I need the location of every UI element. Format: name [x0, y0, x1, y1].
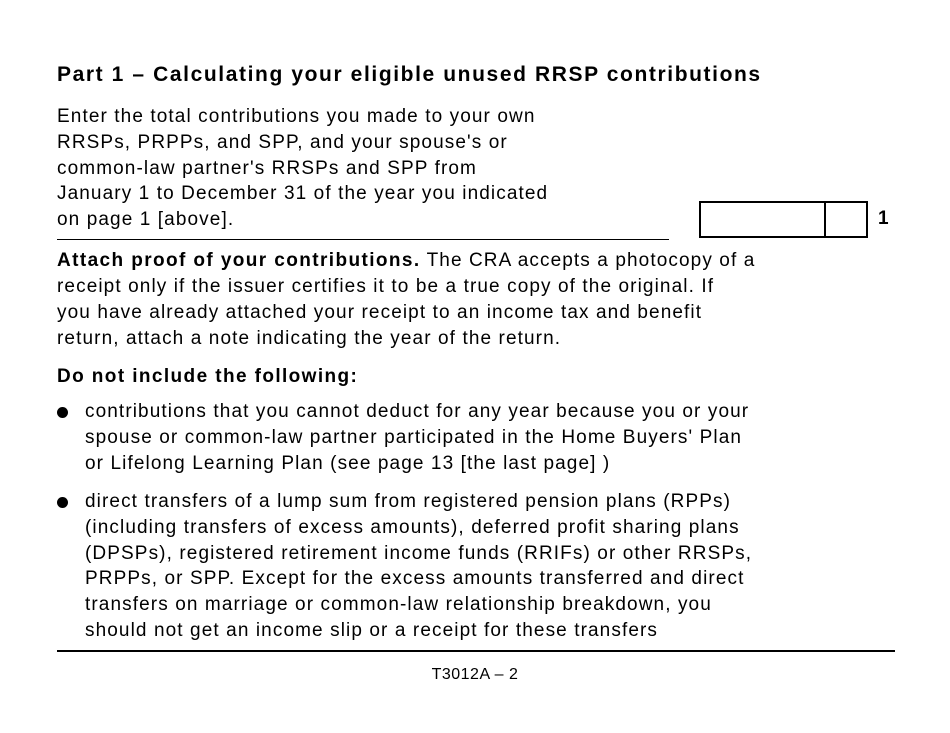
list-item-text — [85, 399, 749, 476]
list-item-line: direct transfers of a lump sum from registered pension plans (RPPs) — [85, 491, 732, 512]
line-number: 1 — [878, 208, 889, 229]
proof-line: return, attach a note indicating the year of the return. — [57, 328, 562, 349]
proof-line: you have already attached your receipt to an income tax and benefit — [57, 302, 703, 323]
instruction-line: common-law partner's RRSPs and SPP from — [57, 157, 477, 179]
bullet-icon — [57, 497, 68, 508]
exclusions-heading: Do not include the following: — [57, 366, 359, 387]
contributions-cents-field[interactable] — [824, 201, 868, 238]
proof-line — [57, 248, 897, 274]
proof-line: receipt only if the issuer certifies it to be a true copy of the original. If — [57, 276, 715, 297]
instruction-line: Enter the total contributions you made to your own — [57, 106, 536, 127]
list-item-line: (DPSPs), registered retirement income funds (RRIFs) or other RRSPs, — [85, 542, 753, 564]
footer-divider — [57, 650, 895, 652]
list-item-line: PRPPs, or SPP. Except for the excess amounts transferred and direct — [85, 568, 745, 590]
list-item-line: (including transfers of excess amounts), deferred profit sharing plans — [85, 516, 740, 538]
bullet-icon — [57, 407, 68, 418]
section-heading: Part 1 – Calculating your eligible unused RRSP contributions — [57, 63, 762, 86]
contributions-amount-field[interactable] — [699, 201, 824, 238]
page-footer: T3012A – 2 — [431, 666, 519, 683]
list-item-line: spouse or common-law partner participated in the Home Buyers' Plan — [85, 426, 743, 448]
list-item-line: contributions that you cannot deduct for any year because you or your — [85, 401, 750, 422]
instruction-line: RRSPs, PRPPs, and SPP, and your spouse's or — [57, 131, 508, 153]
proof-paragraph — [57, 248, 897, 352]
instruction-line: on page 1 [above]. — [57, 209, 235, 231]
instruction-line: January 1 to December 31 of the year you indicated — [57, 183, 549, 205]
list-item-line: should not get an income slip or a receipt for these transfers — [85, 619, 659, 641]
line-1-instructions — [57, 104, 677, 233]
list-item-text — [85, 489, 752, 644]
proof-line-rest: The CRA accepts a photocopy of a — [420, 250, 756, 271]
list-item-line: transfers on marriage or common-law relationship breakdown, you — [85, 594, 712, 616]
leader-line — [57, 239, 669, 240]
proof-lead: Attach proof of your contributions. — [57, 250, 421, 271]
list-item-line: or Lifelong Learning Plan (see page 13 [the last page] ) — [85, 452, 611, 474]
